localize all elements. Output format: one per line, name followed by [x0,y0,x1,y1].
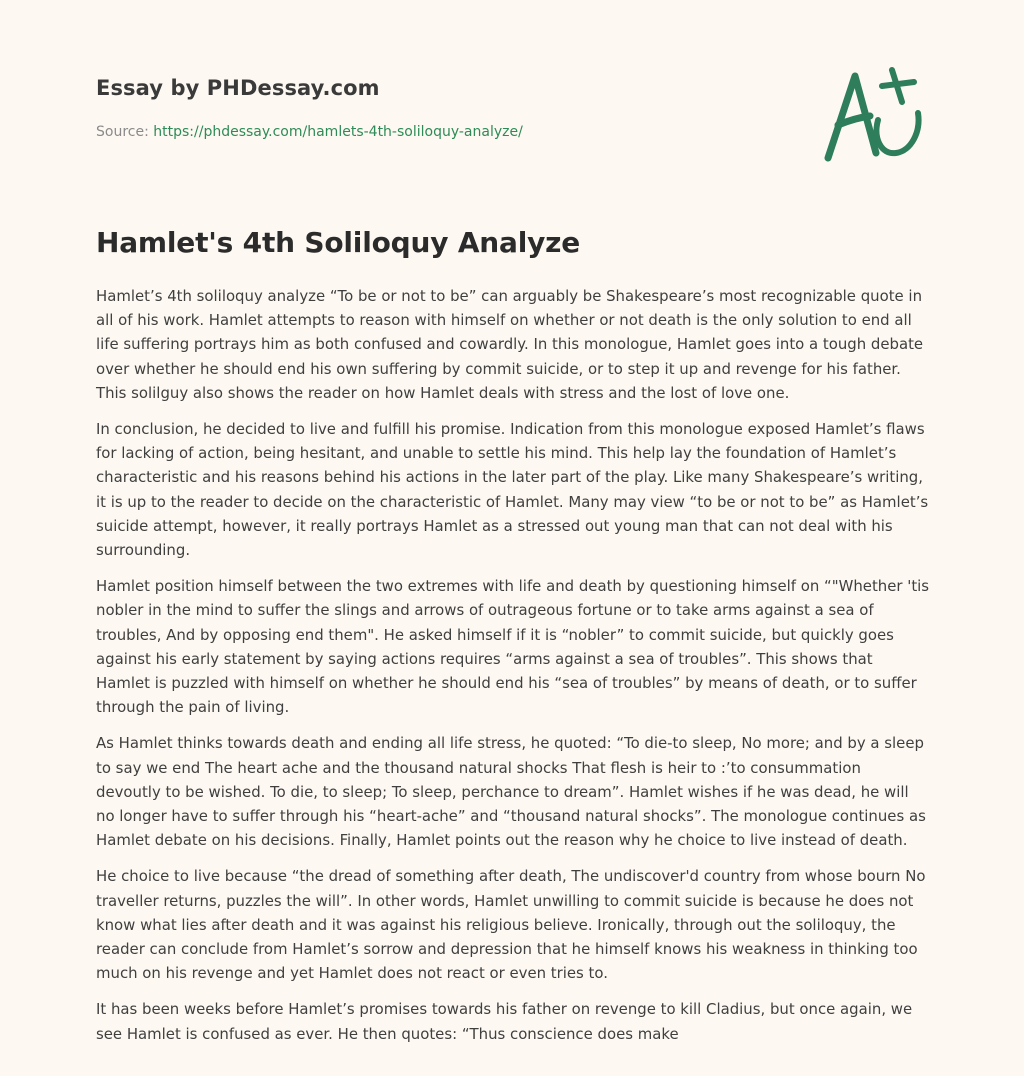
source-line [96,124,523,140]
essay-paragraph: He choice to live because “the dread of something after death, The undiscover'd country from whose bourn No traveller returns, puzzles the will”. In other words, Hamlet unwilling to commit suicide is because he does not know what lies after death and it was against his religious believe. Ironically, through out the soliloquy, the reader can conclude from Hamlet’s sorrow and depression that he himself knows his weakness in thinking too much on his revenge and yet Hamlet does not react or even tries to. [96,867,926,983]
essay-paragraph: In conclusion, he decided to live and fulfill his promise. Indication from this monologue exposed Hamlet’s flaws for lacking of action, being hesitant, and unable to settle his mind. This help lay the foundation of Hamlet’s characteristic and his reasons behind his actions in the later part of the play. Like many Shakespeare’s writing, it is up to the reader to decide on the characteristic of Hamlet. Many may view “to be or not to be” as Hamlet’s suicide attempt, however, it really portrays Hamlet as a stressed out young man that can not deal with his surrounding. [96,420,929,560]
essay-paragraph: Hamlet position himself between the two extremes with life and death by questioning himself on “"Whether 'tis nobler in the mind to suffer the slings and arrows of outrageous fortune or to take arms against a sea of troubles, And by opposing end them". He asked himself if it is “nobler” to commit suicide, but quickly goes against his early statement by saying actions requires “arms against a sea of troubles”. This shows that Hamlet is puzzled with himself on whether he should end his “sea of troubles” by means of death, or to suffer through the pain of living. [96,577,930,717]
source-label: Source: [96,124,149,140]
essay-paragraph: Hamlet’s 4th soliloquy analyze “To be or not to be” can arguably be Shakespeare’s most recognizable quote in all of his work. Hamlet attempts to reason with himself on whether or not death is the only solution to end all life suffering portrays him as both confused and cowardly. In this monologue, Hamlet goes into a tough debate over whether he should end his own suffering by commit suicide, or to step it up and revenge for his father. This solilguy also shows the reader on how Hamlet deals with stress and the lost of love one. [96,287,924,402]
essay-paragraph: It has been weeks before Hamlet’s promises towards his father on revenge to kill Cladius, but once again, we see Hamlet is confused as ever. He then quotes: “Thus conscience does make [96,1000,913,1043]
source-link[interactable]: https://phdessay.com/hamlets-4th-soliloquy-analyze/ [153,124,523,140]
essay-body [96,284,930,1058]
site-brand: Essay by PHDessay.com [96,76,380,100]
essay-paragraph: As Hamlet thinks towards death and ending all life stress, he quoted: “To die-to sleep, No more; and by a sleep to say we end The heart ache and the thousand natural shocks That flesh is heir to :’to consummation devoutly to be wished. To die, to sleep; To sleep, perchance to dream”. Hamlet wishes if he was dead, he will no longer have to suffer through his “heart-ache” and “thousand natural shocks”. The monologue continues as Hamlet debate on his decisions. Finally, Hamlet points out the reason why he choice to live instead of death. [96,734,926,850]
essay-title: Hamlet's 4th Soliloquy Analyze [96,226,581,259]
a-plus-logo-icon [818,66,934,166]
